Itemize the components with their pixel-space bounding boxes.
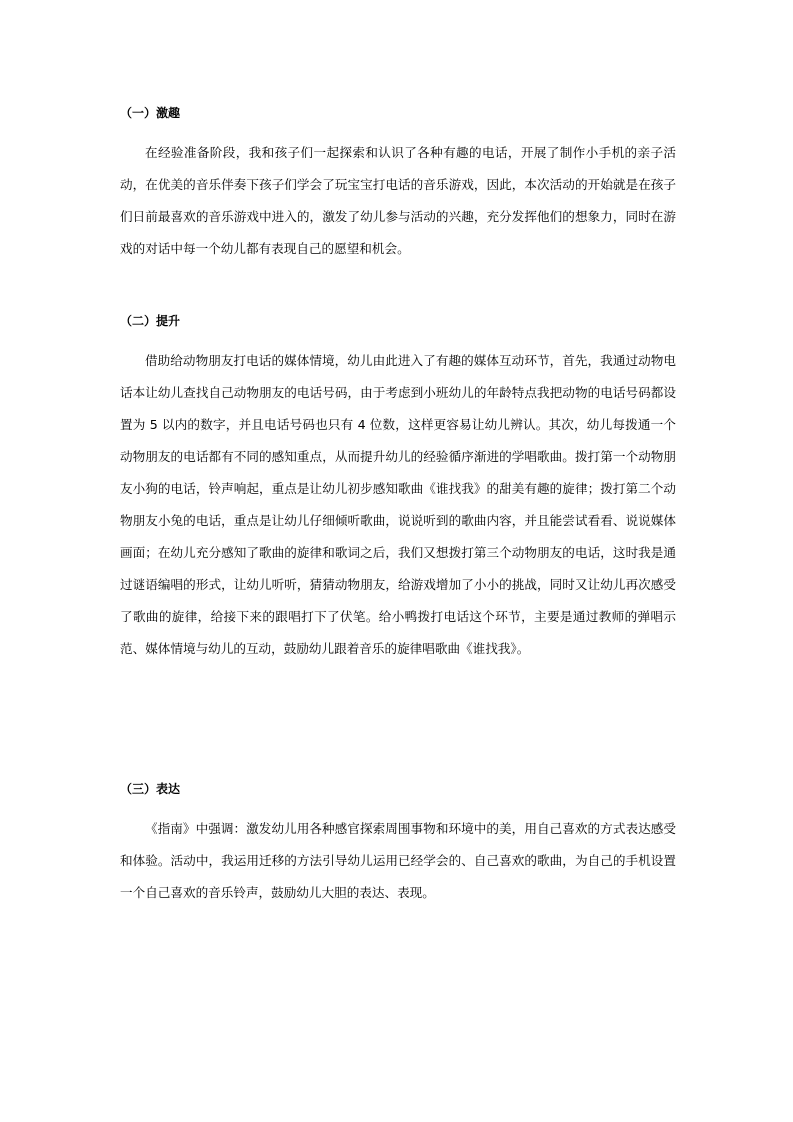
section-paragraph-interest: 在经验准备阶段，我和孩子们一起探索和认识了各种有趣的电话，开展了制作小手机的亲子活动，在优美的音乐伴奏下孩子们学会了玩宝宝打电话的音乐游戏，因此，本次活动的开始就是在孩子们日前最喜欢的音乐游戏中进入的，激发了幼儿参与活动的兴趣，充分发挥他们的想象力，同时在游戏的对话中每一个幼儿都有表现自己的愿望和机会。: [120, 145, 676, 256]
section-heading-express: （三）表达: [120, 782, 181, 796]
section-paragraph-express: 《指南》中强调：激发幼儿用各种感官探索周围事物和环境中的美，用自己喜欢的方式表达感受和体验。活动中，我运用迁移的方法引导幼儿运用已经学会的、自己喜欢的歌曲，为自己的手机设置一个自己喜欢的音乐铃声，鼓励幼儿大胆的表达、表现。: [120, 821, 676, 900]
section-heading-interest: （一）激趣: [120, 106, 181, 120]
section-paragraph-improve: 借助给动物朋友打电话的媒体情境，幼儿由此进入了有趣的媒体互动环节，首先，我通过动物电话本让幼儿查找自己动物朋友的电话号码，由于考虑到小班幼儿的年龄特点我把动物的电话号码都设置为 5 以内的数字，并且电话号码也只有 4 位数，这样更容易让幼儿辨认。其次，幼儿每拨通一个动物朋友的电话都有不同的感知重点，从而提升幼儿的经验循序渐进的学唱歌曲。拨打第一个动物朋友小狗的电话，铃声响起，重点是让幼儿初步感知歌曲《谁找我》的甜美有趣的旋律；拨打第二个动物朋友小兔的电话，重点是让幼儿仔细倾听歌曲，说说听到的歌曲内容，并且能尝试看看、说说媒体画面；在幼儿充分感知了歌曲的旋律和歌词之后，我们又想拨打第三个动物朋友的电话，这时我是通过谜语编唱的形式，让幼儿听听，猜猜动物朋友，给游戏增加了小小的挑战，同时又让幼儿再次感受了歌曲的旋律，给接下来的跟唱打下了伏笔。给小鸭拨打电话这个环节，主要是通过教师的弹唱示范、媒体情境与幼儿的互动，鼓励幼儿跟着音乐的旋律唱歌曲《谁找我》。: [120, 353, 676, 656]
section-heading-improve: （二）提升: [120, 314, 181, 328]
